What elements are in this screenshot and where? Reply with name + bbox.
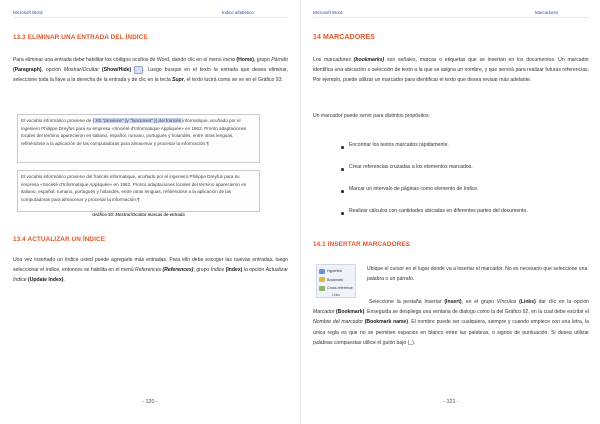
show-hide-icon xyxy=(134,66,143,74)
purposes-intro: Un marcador puede servir para distintos propósitos: xyxy=(313,113,430,119)
chapter-title: 14 MARCADORES xyxy=(313,34,375,41)
hyperlink-item: Hyperlink xyxy=(319,267,353,276)
section-14-1-title: 14.1 INSERTAR MARCADORES xyxy=(313,241,411,248)
bullet-dot xyxy=(341,168,344,171)
list-item: Realizar cálculos con cantidades ubicadas en diferentes partes del documento. xyxy=(349,208,528,214)
running-header-right: Marcadores xyxy=(535,10,559,15)
section-13-3-title: 13.3 ELIMINAR UNA ENTRADA DEL ÍNDICE xyxy=(13,34,148,41)
section-13-3-paragraph: Para eliminar una entrada debe habilitar los códigos ocultos de Word, dando clic en el menú Inicio (Home), grupo Párrafo (Paragraph), opción Mostrar/Ocultar (Show/Hide) . Luego busque en el texto la entrada que desea eliminar, seleccione toda la llave a la derecha de la entrada y de clic en la tecla Supr, el texto lucirá como se ve en el Gráfico 93. xyxy=(13,57,288,84)
bookmark-item: Bookmark xyxy=(319,276,353,285)
bookmark-icon xyxy=(319,277,325,282)
insert-step-2: Seleccione la pestaña Insertar (Insert), en el grupo Vínculos (Links) dar clic en la opción Marcador (Bookmark). Enseguida se despliega una ventana de dialogo como la del Gráfico 92, en la cual debe escribir el Nombre del marcador (Bookmark name). El nombre puede ser cualquiera, siempre y cuando empiece con una letra, la única regla es que no se permiten espacios en blanco entre las palabras, o signos de puntuación. Si desea utilizar palabras compuestas utilice el guión bajo (_). xyxy=(313,299,589,346)
running-header-left: Microsoft Word xyxy=(313,10,343,15)
list-item: Marcar un intervalo de páginas como elemento de índice. xyxy=(349,186,479,192)
running-header-left: Microsoft Word xyxy=(13,10,43,15)
insert-step-1: Ubique el cursor en el lugar donde va a insertar el marcador. No es necesario que seleccione una palabra o un párrafo. xyxy=(367,266,588,283)
figure-caption: Gráfico 93: Mostrar/Ocultar marcas de entrada xyxy=(92,212,185,217)
page-number-left: - 120 - xyxy=(142,399,158,405)
screenshot-without-field-codes: El vocablo informático proviene del francés informatique, acuñado por el ingeniero Philippe Dreyfus para su empresa «Société d'Informatique Appliquée» en 1962. Pronto adaptaciones locales del término aparecieron en italiano, español, rumano, portugués y holandés, entre otras lenguas, refiriéndose a la aplicación de las computadoras para almacenar y procesar la información.¶ xyxy=(17,170,260,212)
right-page xyxy=(300,0,600,424)
cross-reference-item: Cross-reference xyxy=(319,284,353,293)
header-rule xyxy=(13,17,288,18)
cross-reference-icon xyxy=(319,286,325,291)
list-item: Crear referencias cruzadas a los elementos marcados. xyxy=(349,164,473,170)
chapter-intro-paragraph: Los marcadores (bookmarks) son señales, marcas o etiquetas que se insertan en los documentos. Un marcador identifica una ubicación o selección de texto a la que se asigna un nombre, y que servirá para realizar futuras referencias. Por ejemplo, puede utilizar un marcador para identificar el texto que desea revisar más adelante. xyxy=(313,57,589,84)
hyperlink-icon xyxy=(319,269,325,274)
section-13-4-paragraph: Una vez insertado un índice usted puede agregarle más entradas. Para ello debe escoger las nuevas entradas, luego seleccionar el índice, entonces se habilita en el menú References (References), grupo Índice (Index) la opción Actualizar Índice (Update Index). xyxy=(13,257,288,284)
bullet-dot xyxy=(341,146,344,149)
bullet-dot xyxy=(341,212,344,215)
section-13-4-title: 13.4 ACTUALIZAR UN ÍNDICE xyxy=(13,236,106,243)
links-group-screenshot xyxy=(316,264,356,298)
ribbon-group-label: Links xyxy=(332,292,340,297)
running-header-right: Índice alfabético xyxy=(222,10,254,15)
page-number-right: - 121 - xyxy=(443,399,459,405)
header-rule xyxy=(313,17,589,18)
screenshot-with-field-codes: El vocablo informático proviene de { XE "proviene" }y "funciones" }{ del francés informatique, acuñado por el ingeniero Philippe Dreyfus para su empresa «Société d'Informatique Appliquée» en 1962. Pronto adaptaciones locales del término aparecieron en italiano, español, rumano, portugués y holandés, entre otras lenguas, refiriéndose a la aplicación de las computadoras para almacenar y procesar la información.¶ xyxy=(17,114,260,163)
bullet-dot xyxy=(341,190,344,193)
list-item: Encontrar los textos marcados rápidamente. xyxy=(349,142,449,148)
